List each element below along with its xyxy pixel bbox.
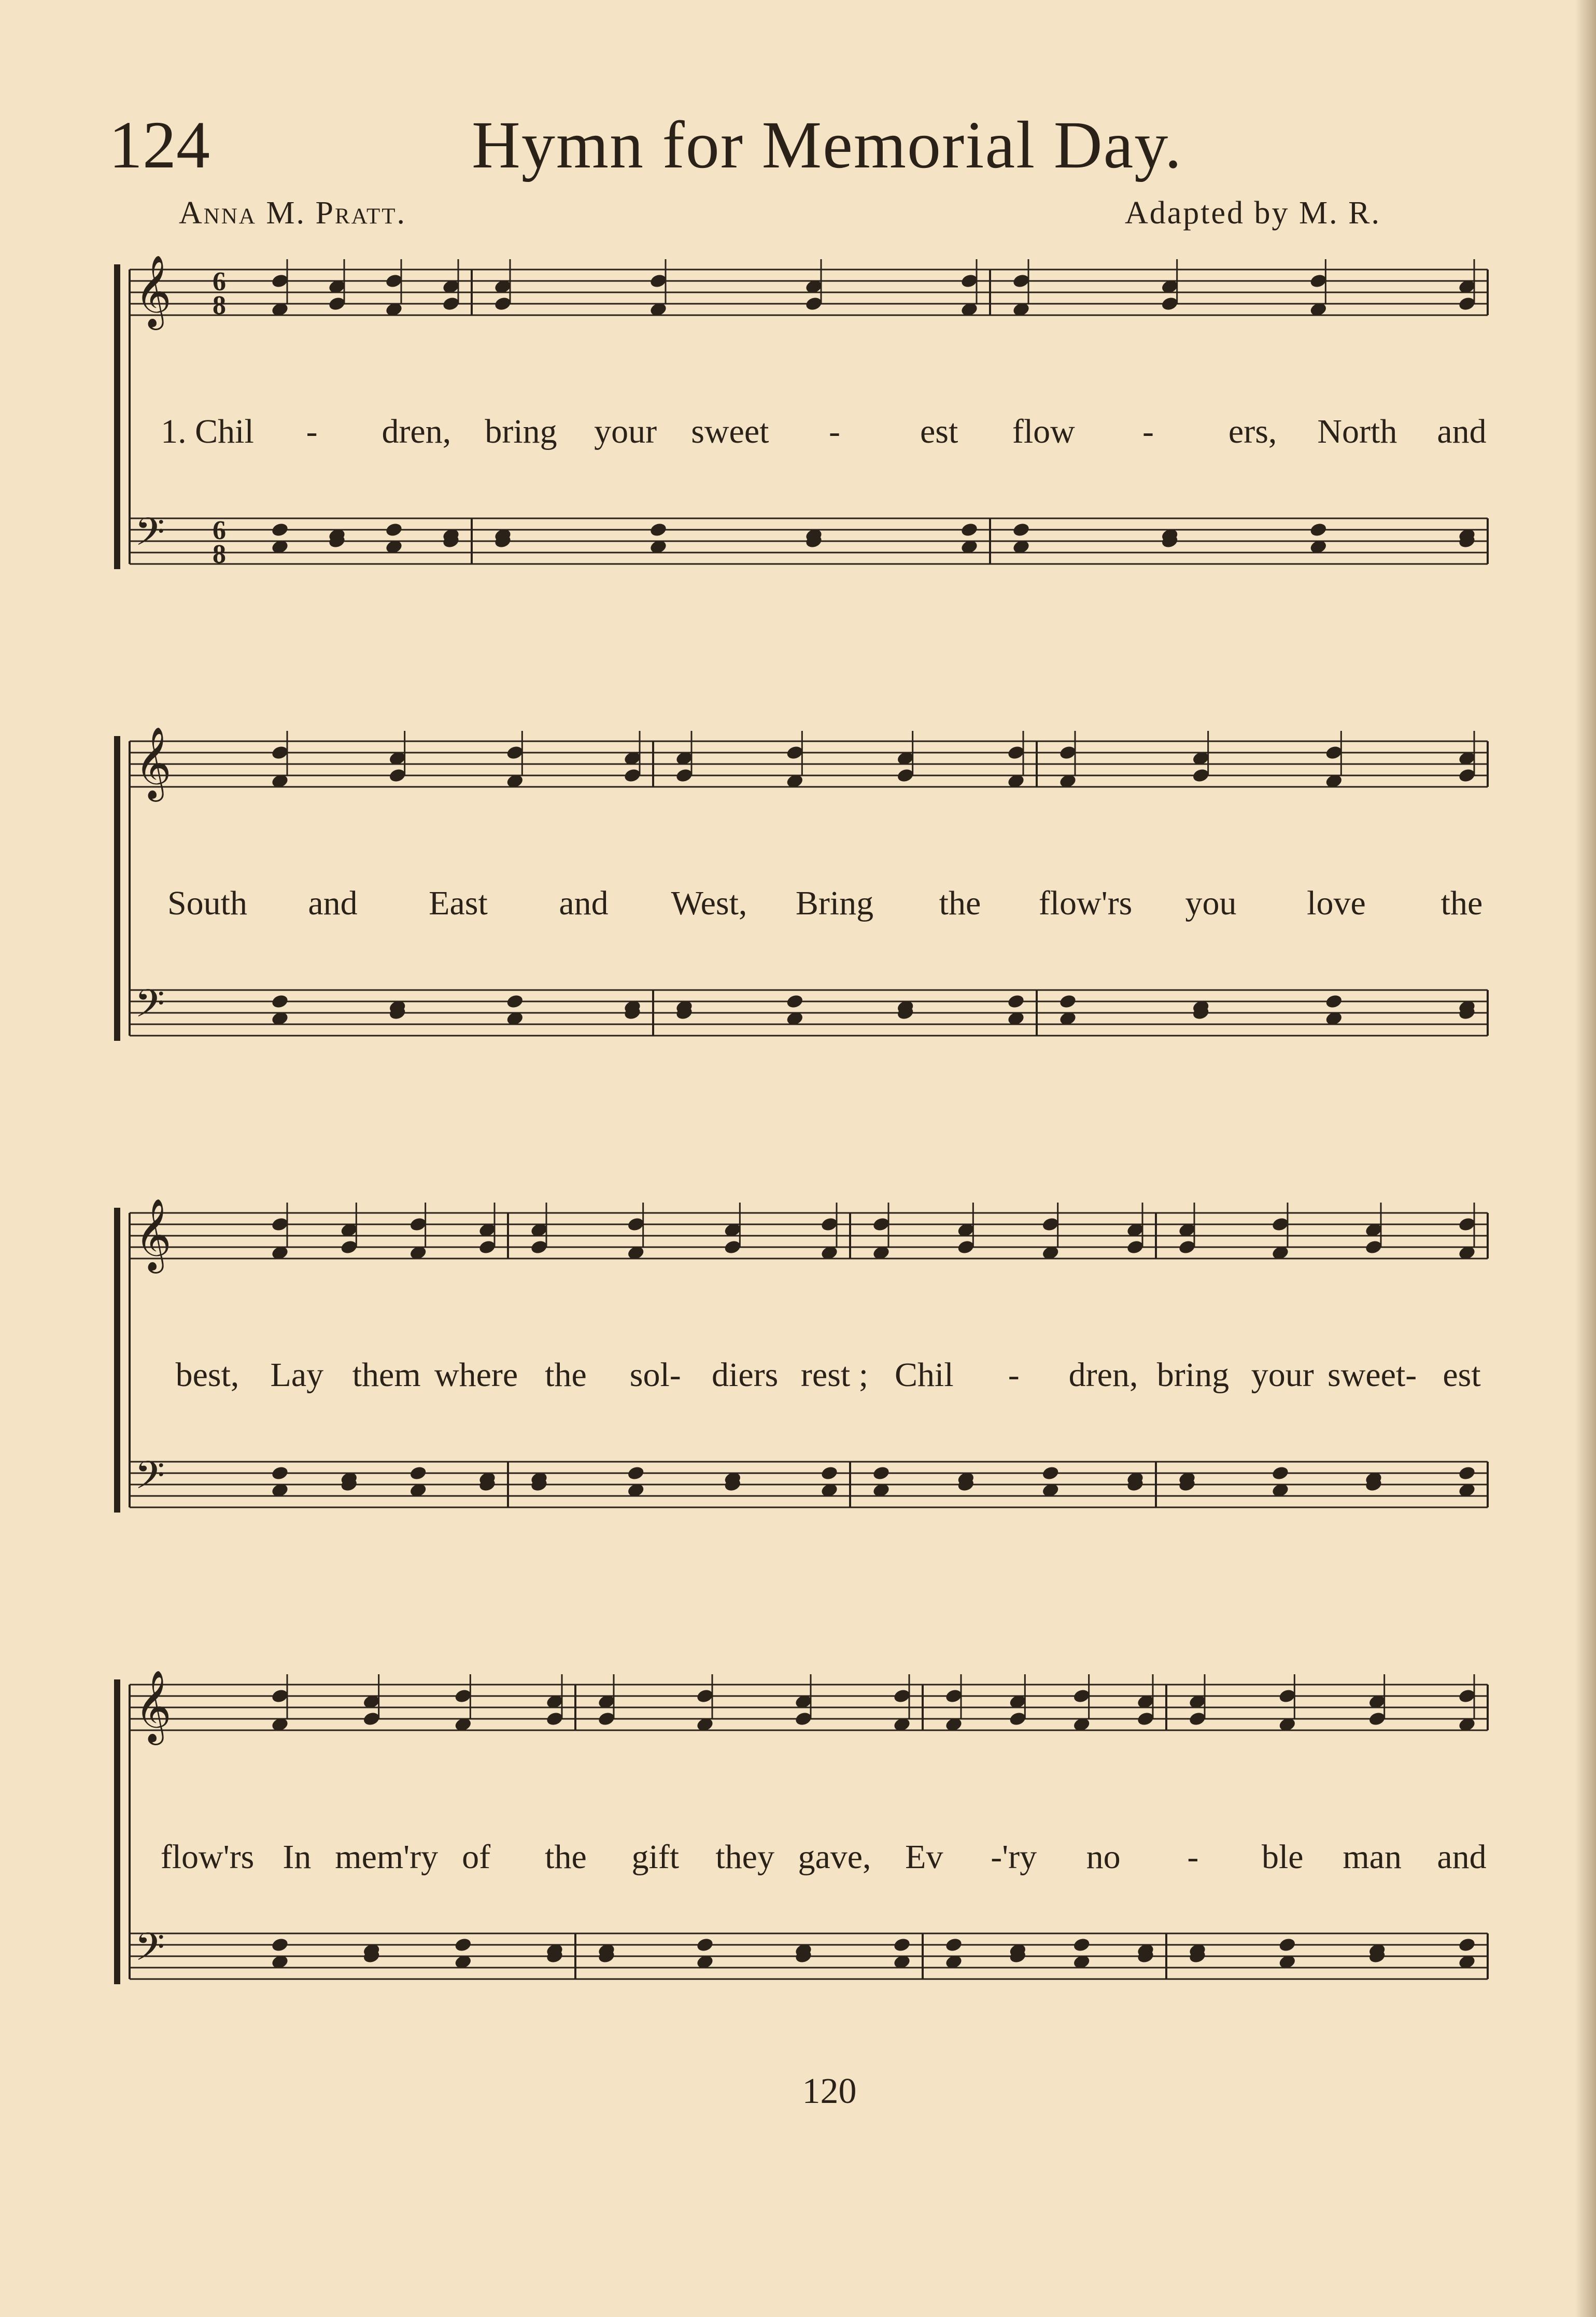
lyric-syllable: -	[829, 413, 840, 450]
hymn-number: 124	[109, 108, 210, 182]
treble-clef-icon: 𝄞	[135, 1198, 172, 1270]
lyric-syllable: rest ;	[800, 1356, 869, 1394]
note-head	[271, 994, 289, 1010]
lyric-syllable: the	[939, 884, 981, 922]
lyric-syllable: -	[1008, 1356, 1020, 1394]
note-head	[1012, 522, 1030, 538]
note-head	[1271, 1465, 1290, 1481]
treble-clef-icon: 𝄞	[135, 1670, 172, 1742]
note-head	[1041, 1465, 1060, 1481]
lyric-syllable: dren,	[382, 413, 451, 450]
note-head	[271, 1937, 289, 1953]
note-head	[1007, 994, 1025, 1010]
lyric-syllable: ble	[1261, 1838, 1304, 1876]
lyric-syllable: est	[920, 413, 958, 450]
lyric-syllable: your	[1251, 1356, 1314, 1394]
lyric-syllable: North	[1317, 413, 1397, 450]
lyric-syllable: dren,	[1068, 1356, 1138, 1394]
lyric-syllable: South	[167, 884, 248, 922]
note-head	[1058, 994, 1077, 1010]
lyric-syllable: of	[462, 1838, 491, 1876]
note-head	[649, 522, 668, 538]
lyric-syllable: where	[434, 1356, 518, 1394]
lyric-syllable: West,	[671, 884, 747, 922]
lyric-syllable: East	[429, 884, 488, 922]
note-head	[696, 1937, 714, 1953]
music-system	[114, 1198, 1514, 1565]
lyric-syllable: -'ry	[991, 1838, 1037, 1876]
note-head	[385, 522, 403, 538]
page-number: 120	[802, 2071, 857, 2111]
note-head	[1278, 1937, 1296, 1953]
time-signature-top: 6	[213, 267, 226, 296]
lyric-syllable: and	[559, 884, 609, 922]
note-head	[1309, 522, 1327, 538]
note-head	[271, 1465, 289, 1481]
lyric-syllable: sol-	[629, 1356, 681, 1394]
lyric-syllable: love	[1307, 884, 1366, 922]
lyrics-line	[114, 415, 1514, 461]
lyric-syllable: your	[594, 413, 657, 450]
time-signature-bottom: 8	[213, 540, 226, 569]
lyric-syllable: 1. Chil	[161, 413, 254, 450]
note-head	[820, 1465, 839, 1481]
lyric-syllable: diers	[711, 1356, 779, 1394]
lyric-syllable: and	[1437, 1838, 1487, 1876]
note-head	[944, 1937, 963, 1953]
note-head	[960, 522, 979, 538]
lyrics-line	[114, 1358, 1514, 1405]
lyric-syllable: no	[1086, 1838, 1121, 1876]
lyric-syllable: the	[545, 1838, 587, 1876]
lyric-syllable: Ev	[905, 1838, 943, 1876]
lyric-syllable: -	[306, 413, 318, 450]
author-credit: Anna M. Pratt.	[179, 195, 407, 231]
lyric-syllable: Lay	[270, 1356, 324, 1394]
note-head	[1324, 994, 1343, 1010]
lyric-syllable: bring	[1156, 1356, 1230, 1394]
lyric-syllable: gift	[631, 1838, 680, 1876]
bass-clef-icon: 𝄢	[135, 981, 165, 1036]
bass-clef-icon: 𝄢	[135, 1453, 165, 1507]
lyric-syllable: sweet-	[1327, 1356, 1417, 1394]
hymn-title: Hymn for Memorial Day.	[472, 108, 1183, 182]
music-system	[114, 255, 1514, 622]
bass-clef-icon: 𝄢	[135, 1925, 165, 1979]
time-signature-bottom: 8	[213, 291, 226, 320]
lyric-syllable: they	[715, 1838, 774, 1876]
note-head	[454, 1937, 472, 1953]
lyric-syllable: ers,	[1228, 413, 1277, 450]
note-head	[872, 1465, 891, 1481]
music-system	[114, 1670, 1514, 2037]
lyric-syllable: Bring	[795, 884, 874, 922]
treble-clef-icon: 𝄞	[135, 727, 172, 799]
lyric-syllable: man	[1343, 1838, 1402, 1876]
lyric-syllable: -	[1187, 1838, 1199, 1876]
note-head	[409, 1465, 428, 1481]
note-head	[1072, 1937, 1091, 1953]
lyric-syllable: est	[1443, 1356, 1481, 1394]
bass-clef-icon: 𝄢	[135, 510, 165, 564]
lyric-syllable: flow'rs	[160, 1838, 255, 1876]
note-head	[785, 994, 804, 1010]
lyrics-line	[114, 1840, 1514, 1887]
lyric-syllable: Chil	[894, 1356, 954, 1394]
lyric-syllable: bring	[485, 413, 557, 450]
lyric-syllable: gave,	[798, 1838, 871, 1876]
lyric-syllable: flow	[1012, 413, 1075, 450]
music-system	[114, 727, 1514, 1094]
treble-clef-icon: 𝄞	[135, 255, 172, 327]
note-head	[1458, 1465, 1476, 1481]
note-head	[893, 1937, 911, 1953]
time-signature-top: 6	[213, 516, 226, 545]
lyric-syllable: In	[283, 1838, 312, 1876]
note-head	[271, 522, 289, 538]
lyric-syllable: and	[308, 884, 358, 922]
note-head	[627, 1465, 645, 1481]
note-head	[505, 994, 524, 1010]
lyric-syllable: the	[1440, 884, 1483, 922]
page-edge-shadow	[1575, 0, 1596, 2317]
lyric-syllable: sweet	[691, 413, 769, 450]
lyric-syllable: -	[1142, 413, 1154, 450]
arranger-credit: Adapted by M. R.	[1125, 195, 1381, 231]
lyric-syllable: you	[1185, 884, 1237, 922]
lyric-syllable: the	[545, 1356, 587, 1394]
lyric-syllable: flow'rs	[1038, 884, 1133, 922]
lyric-syllable: mem'ry	[335, 1838, 439, 1876]
note-head	[1458, 1937, 1476, 1953]
lyric-syllable: them	[352, 1356, 421, 1394]
system-brace	[114, 1679, 120, 1984]
lyric-syllable: and	[1437, 413, 1487, 450]
lyric-syllable: best,	[175, 1356, 239, 1394]
lyrics-line	[114, 886, 1514, 933]
